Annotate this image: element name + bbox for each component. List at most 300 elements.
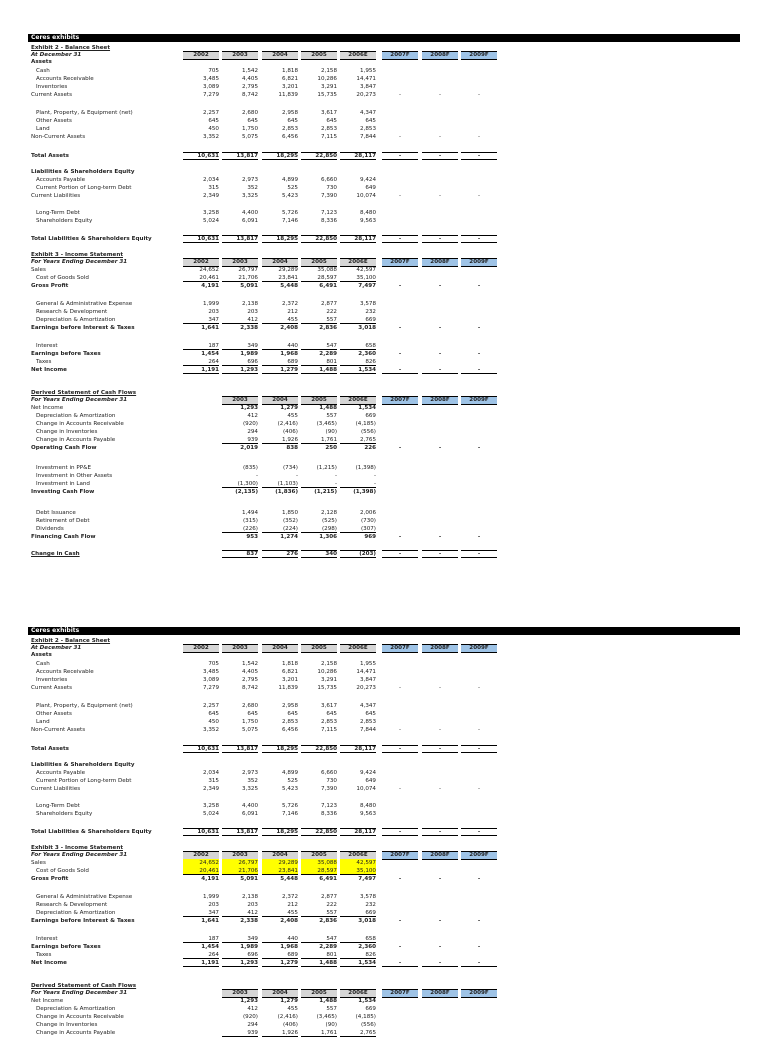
is-ebt-value: 2,289 — [319, 944, 337, 950]
bs-nca-value: 3,352 — [202, 727, 219, 733]
cf-cinv-value: (90) — [325, 1022, 337, 1028]
year-header-2003: 2003 — [222, 396, 258, 405]
bs-nca-forecast: - — [398, 134, 402, 140]
bs-oa-value: 645 — [247, 711, 258, 717]
bs-tlse-row — [0, 235, 768, 243]
year-header-2008F: 2008F — [422, 644, 458, 653]
bs-ap-row — [0, 769, 768, 777]
bs-tlse-value: 13,817 — [222, 235, 258, 243]
is-gp-value: 7,497 — [358, 283, 376, 289]
bs-ltd-value: 7,123 — [320, 803, 337, 809]
cf-div-value: (226) — [222, 525, 258, 533]
bs-tlse-label: Total Liabilities & Shareholders Equity — [31, 236, 152, 242]
bs-inv-value: 3,291 — [320, 84, 337, 90]
bs-ar-value: 3,485 — [202, 76, 219, 82]
year-header-2007F: 2007F — [382, 51, 418, 60]
is-int-value: 349 — [222, 342, 258, 350]
bs-ap-value: 9,424 — [359, 177, 376, 183]
is-ebt-value: 1,989 — [240, 944, 258, 950]
bs-land-value: 450 — [208, 719, 219, 725]
is-ebt-forecast: - — [398, 351, 402, 357]
is-da-row — [0, 909, 768, 917]
bs-se-row — [0, 810, 768, 818]
is-header — [0, 851, 768, 859]
is-da-row — [0, 316, 768, 324]
cf-car-value: (4,185) — [355, 421, 376, 427]
bs-sub-label: At December 31 — [31, 52, 82, 58]
is-gp-value: 7,497 — [358, 876, 376, 882]
bs-nca-value: 7,844 — [359, 134, 376, 140]
is-ebit-forecast: - — [438, 918, 442, 924]
is-ebt-forecast: - — [477, 351, 481, 357]
bs-ar-value: 4,405 — [241, 669, 258, 675]
cf-ippe-row — [0, 464, 768, 472]
is-ga-value: 2,877 — [320, 894, 337, 900]
bs-ta-value: 18,295 — [262, 152, 298, 160]
is-ga-row — [0, 893, 768, 901]
is-sales-value: 24,652 — [199, 267, 219, 273]
cf-title-label: Derived Statement of Cash Flows — [31, 390, 137, 396]
cf-ocf-forecast: - — [477, 445, 481, 451]
bs-tlse-value: 18,295 — [262, 235, 298, 243]
is-ebit-forecast: - — [438, 325, 442, 331]
bs-oa-value: 645 — [365, 711, 376, 717]
year-header-2009F: 2009F — [461, 51, 497, 60]
is-ebit-value: 1,641 — [201, 918, 219, 924]
is-rd-label: Research & Development — [36, 902, 108, 908]
bs-oa-value: 645 — [287, 118, 298, 124]
cf-da-value: 557 — [326, 413, 337, 419]
bs-inv-row — [0, 676, 768, 684]
bs-nca-row — [0, 133, 768, 141]
bs-cl-forecast: - — [438, 786, 442, 792]
is-ebit-forecast: - — [398, 918, 402, 924]
bs-cpltd-value: 525 — [287, 778, 298, 784]
cf-iland-value: (1,300) — [222, 480, 258, 488]
is-da-value: 347 — [183, 909, 219, 917]
is-da-value: 347 — [183, 316, 219, 324]
cf-debt-value: 1,494 — [241, 510, 258, 516]
cf-cinv-value: (406) — [282, 429, 298, 435]
bs-ta-value: 13,817 — [222, 745, 258, 753]
bs-land-value: 1,750 — [241, 126, 258, 132]
is-ni-value: 1,488 — [301, 366, 337, 374]
is-gp-forecast: - — [477, 283, 481, 289]
bs-ppe-value: 2,257 — [202, 703, 219, 709]
is-ebt-value: 1,968 — [280, 944, 298, 950]
bs-nca-value: 3,352 — [202, 134, 219, 140]
is-ebit-forecast: - — [398, 325, 402, 331]
cf-chg-value: 837 — [222, 550, 258, 558]
bs-inv-value: 2,795 — [241, 677, 258, 683]
bs-ltd-value: 8,480 — [359, 210, 376, 216]
is-gp-forecast: - — [438, 876, 442, 882]
is-ni-value: 1,534 — [340, 959, 376, 967]
bs-ca-forecast: - — [398, 92, 402, 98]
cf-da-row — [0, 412, 768, 420]
bs-ar-value: 6,821 — [281, 76, 298, 82]
bs-ta-row — [0, 745, 768, 753]
bs-se-value: 7,146 — [281, 811, 298, 817]
bs-ltd-row — [0, 802, 768, 810]
bs-cash-row — [0, 67, 768, 75]
bs-land-label: Land — [36, 126, 50, 132]
bs-cl-value: 10,074 — [356, 193, 376, 199]
bs-cpltd-value: 315 — [208, 778, 219, 784]
is-int-value: 440 — [262, 342, 298, 350]
cf-chg-forecast: - — [461, 550, 497, 558]
year-header-2003: 2003 — [222, 644, 258, 653]
year-header-2004: 2004 — [262, 396, 298, 405]
cf-div-label: Dividends — [36, 526, 64, 532]
is-ebt-row — [0, 943, 768, 951]
cf-cinv-value: (406) — [282, 1022, 298, 1028]
cf-da-value: 455 — [287, 1006, 298, 1012]
is-ebt-row — [0, 350, 768, 358]
bs-ar-value: 14,471 — [356, 76, 376, 82]
bs-cl-row — [0, 785, 768, 793]
bs-ap-value: 6,660 — [320, 770, 337, 776]
cf-cap-value: 2,765 — [340, 1029, 376, 1037]
cf-fcf-value: 1,274 — [280, 534, 298, 540]
cf-ocf-value: 250 — [325, 445, 337, 451]
bs-ta-value: 18,295 — [262, 745, 298, 753]
year-header-2007F: 2007F — [382, 396, 418, 405]
cf-ocf-row — [0, 444, 768, 452]
is-ebit-value: 1,641 — [201, 325, 219, 331]
is-tax-label: Taxes — [36, 359, 52, 365]
bs-land-value: 2,853 — [359, 126, 376, 132]
cf-ocf-forecast: - — [398, 445, 402, 451]
cf-cinv-value: (556) — [360, 429, 376, 435]
is-tax-value: 826 — [340, 951, 376, 959]
cf-div-value: (307) — [340, 525, 376, 533]
year-header-2003: 2003 — [222, 989, 258, 998]
year-header-2006E: 2006E — [340, 851, 376, 860]
bs-cash-value: 1,818 — [281, 68, 298, 74]
bs-cl-label: Current Liabilities — [31, 786, 81, 792]
bs-nca-row — [0, 726, 768, 734]
is-cogs-value: 23,841 — [262, 867, 298, 875]
bs-tlse-value: 13,817 — [222, 828, 258, 836]
is-ebt-value: 1,968 — [280, 351, 298, 357]
is-sales-value: 24,652 — [183, 859, 219, 867]
is-int-value: 547 — [301, 935, 337, 943]
year-header-2008F: 2008F — [422, 396, 458, 405]
bs-nca-forecast: - — [477, 134, 481, 140]
cf-ioa-row — [0, 472, 768, 480]
bs-ppe-value: 4,347 — [359, 703, 376, 709]
cf-icf-value: (1,398) — [353, 489, 376, 495]
is-header — [0, 258, 768, 266]
cf-ret-value: (315) — [242, 518, 258, 524]
bs-cl-value: 10,074 — [356, 786, 376, 792]
is-da-value: 669 — [340, 316, 376, 324]
cf-ippe-value: (835) — [242, 465, 258, 471]
is-sales-value: 42,597 — [356, 267, 376, 273]
year-header-2008F: 2008F — [422, 851, 458, 860]
bs-ca-forecast: - — [477, 685, 481, 691]
year-header-2009F: 2009F — [461, 989, 497, 998]
bs-ta-forecast: - — [382, 745, 418, 753]
is-gp-forecast: - — [438, 283, 442, 289]
bs-ca-value: 20,273 — [356, 92, 376, 98]
bs-cl-value: 7,390 — [320, 786, 337, 792]
bs-oa-value: 645 — [247, 118, 258, 124]
is-rd-value: 232 — [365, 309, 376, 315]
is-cogs-value: 23,841 — [262, 274, 298, 282]
bs-nca-forecast: - — [438, 727, 442, 733]
is-da-value: 455 — [262, 316, 298, 324]
is-tax-value: 826 — [340, 358, 376, 366]
bs-oa-value: 645 — [287, 711, 298, 717]
is-int-row — [0, 935, 768, 943]
bs-ta-value: 13,817 — [222, 152, 258, 160]
year-header-2004: 2004 — [262, 851, 298, 860]
bs-cl-value: 7,390 — [320, 193, 337, 199]
cf-ippe-value: (734) — [282, 465, 298, 471]
is-ni-value: 1,293 — [222, 959, 258, 967]
year-header-2003: 2003 — [222, 51, 258, 60]
bs-lse-row — [0, 168, 768, 176]
is-gp-value: 6,491 — [319, 283, 337, 289]
is-gp-value: 6,491 — [319, 876, 337, 882]
cf-chg-value: 276 — [262, 550, 298, 558]
is-tax-label: Taxes — [36, 952, 52, 958]
bs-nca-label: Non-Current Assets — [31, 134, 86, 140]
bs-ta-value: 22,850 — [301, 745, 337, 753]
bs-land-value: 2,853 — [320, 126, 337, 132]
bs-ap-value: 6,660 — [320, 177, 337, 183]
bs-cpltd-row — [0, 777, 768, 785]
bs-assets-row — [0, 651, 768, 659]
is-ebit-forecast: - — [477, 918, 481, 924]
year-header-2002: 2002 — [183, 51, 219, 60]
is-sales-value: 35,088 — [317, 267, 337, 273]
bs-se-value: 8,336 — [320, 811, 337, 817]
cf-fcf-value: 1,306 — [319, 534, 337, 540]
cf-cinv-value: 294 — [247, 429, 258, 435]
is-cogs-row — [0, 867, 768, 875]
year-header-2007F: 2007F — [382, 258, 418, 267]
year-header-2007F: 2007F — [382, 644, 418, 653]
bs-ta-forecast: - — [461, 745, 497, 753]
year-header-2005: 2005 — [301, 396, 337, 405]
is-ebit-value: 2,836 — [319, 918, 337, 924]
bs-inv-value: 2,795 — [241, 84, 258, 90]
is-da-value: 669 — [340, 909, 376, 917]
bs-cash-value: 705 — [208, 68, 219, 74]
cf-header — [0, 396, 768, 404]
is-ga-row — [0, 300, 768, 308]
bs-assets-label: Assets — [31, 652, 52, 658]
bs-lse-label: Liabilities & Shareholders Equity — [31, 169, 135, 175]
is-ni-forecast: - — [461, 959, 497, 967]
bs-ta-value: 10,631 — [183, 745, 219, 753]
bs-ca-value: 20,273 — [356, 685, 376, 691]
bs-nca-value: 7,844 — [359, 727, 376, 733]
bs-tlse-row — [0, 828, 768, 836]
year-header-2002: 2002 — [183, 258, 219, 267]
cf-car-label: Change in Accounts Receivable — [36, 421, 124, 427]
is-tax-value: 801 — [301, 358, 337, 366]
bs-cash-value: 1,818 — [281, 661, 298, 667]
is-sales-value: 29,289 — [262, 859, 298, 867]
is-sales-value: 42,597 — [340, 859, 376, 867]
bs-ppe-row — [0, 702, 768, 710]
is-cogs-value: 35,100 — [340, 274, 376, 282]
bs-cl-forecast: - — [398, 786, 402, 792]
bs-inv-value: 3,847 — [359, 84, 376, 90]
year-header-2008F: 2008F — [422, 989, 458, 998]
is-ga-value: 2,372 — [281, 301, 298, 307]
bs-tlse-value: 28,117 — [340, 828, 376, 836]
is-ni-row — [0, 366, 768, 374]
bs-oa-value: 645 — [208, 711, 219, 717]
bs-sub-label: At December 31 — [31, 645, 82, 651]
cf-ocf-value: 838 — [286, 445, 298, 451]
bs-ar-value: 10,286 — [317, 669, 337, 675]
is-tax-value: 696 — [222, 358, 258, 366]
cf-ocf-label: Operating Cash Flow — [31, 445, 97, 451]
year-header-2006E: 2006E — [340, 396, 376, 405]
bs-se-value: 9,563 — [359, 811, 376, 817]
bs-se-value: 6,091 — [241, 218, 258, 224]
bs-ca-value: 15,735 — [317, 92, 337, 98]
bs-nca-forecast: - — [477, 727, 481, 733]
bs-ar-value: 10,286 — [317, 76, 337, 82]
bs-inv-value: 3,291 — [320, 677, 337, 683]
cf-iland-value: - — [340, 480, 376, 488]
bs-tlse-value: 28,117 — [340, 235, 376, 243]
is-rd-value: 203 — [208, 309, 219, 315]
bs-ca-value: 7,279 — [202, 92, 219, 98]
bs-ca-label: Current Assets — [31, 92, 72, 98]
is-ga-label: General & Administrative Expense — [36, 894, 133, 900]
cf-cinv-label: Change in Inventories — [36, 429, 98, 435]
bs-title-label: Exhibit 2 - Balance Sheet — [31, 638, 111, 644]
is-da-value: 557 — [301, 316, 337, 324]
bs-ltd-label: Long-Term Debt — [36, 210, 80, 216]
cf-ni-value: 1,488 — [319, 405, 337, 411]
bs-ca-value: 8,742 — [241, 685, 258, 691]
year-header-2008F: 2008F — [422, 51, 458, 60]
bs-ar-label: Accounts Receivable — [36, 76, 94, 82]
is-gp-row — [0, 875, 768, 883]
year-header-2005: 2005 — [301, 51, 337, 60]
is-ebt-value: 2,289 — [319, 351, 337, 357]
bs-ltd-value: 3,258 — [202, 210, 219, 216]
bs-ca-value: 15,735 — [317, 685, 337, 691]
cf-ippe-label: Investment in PP&E — [36, 465, 91, 471]
bs-ca-value: 8,742 — [241, 92, 258, 98]
bs-cash-value: 1,955 — [359, 661, 376, 667]
is-rd-value: 212 — [287, 902, 298, 908]
bs-ta-forecast: - — [382, 152, 418, 160]
bs-cash-value: 2,158 — [320, 68, 337, 74]
cf-da-value: 669 — [365, 1006, 376, 1012]
bs-ap-row — [0, 176, 768, 184]
year-header-2008F: 2008F — [422, 258, 458, 267]
cf-chg-row — [0, 550, 768, 558]
bs-se-value: 5,024 — [202, 811, 219, 817]
is-sales-value: 26,797 — [222, 859, 258, 867]
cf-icf-label: Investing Cash Flow — [31, 489, 95, 495]
cf-ni-value: 1,293 — [240, 405, 258, 411]
is-rd-row — [0, 901, 768, 909]
is-ebit-value: 2,836 — [319, 325, 337, 331]
cf-ni-value: 1,488 — [319, 998, 337, 1004]
bs-land-value: 450 — [208, 126, 219, 132]
is-ebt-label: Earnings before Taxes — [31, 944, 101, 950]
is-ni-row — [0, 959, 768, 967]
year-header-2007F: 2007F — [382, 851, 418, 860]
cf-ioa-value: - — [295, 473, 298, 479]
is-int-value: 440 — [262, 935, 298, 943]
bs-ta-forecast: - — [422, 152, 458, 160]
bs-ca-forecast: - — [438, 685, 442, 691]
bs-tlse-value: 22,850 — [301, 235, 337, 243]
is-ebit-value: 2,338 — [240, 325, 258, 331]
bs-cpltd-row — [0, 184, 768, 192]
is-int-value: 187 — [183, 935, 219, 943]
is-cogs-label: Cost of Goods Sold — [36, 275, 89, 281]
is-ni-forecast: - — [422, 959, 458, 967]
cf-title-label: Derived Statement of Cash Flows — [31, 983, 137, 989]
is-tax-value: 689 — [262, 951, 298, 959]
is-ni-label: Net Income — [31, 960, 67, 966]
cf-da-row — [0, 1005, 768, 1013]
bs-se-value: 9,563 — [359, 218, 376, 224]
cf-header — [0, 989, 768, 997]
is-rd-value: 203 — [247, 309, 258, 315]
bs-se-row — [0, 217, 768, 225]
is-ga-value: 3,578 — [359, 301, 376, 307]
cf-fcf-value: 953 — [246, 534, 258, 540]
bs-cl-value: 2,349 — [202, 786, 219, 792]
bs-ltd-value: 7,123 — [320, 210, 337, 216]
cf-car-row — [0, 420, 768, 428]
bs-land-value: 2,853 — [281, 719, 298, 725]
bs-ltd-value: 4,400 — [241, 210, 258, 216]
cf-cap-label: Change in Accounts Payable — [36, 437, 116, 443]
is-cogs-value: 21,706 — [222, 867, 258, 875]
cf-car-row — [0, 1013, 768, 1021]
cf-fcf-value: 969 — [364, 534, 376, 540]
bs-cl-row — [0, 192, 768, 200]
is-tax-value: 264 — [183, 951, 219, 959]
bs-cpltd-label: Current Portion of Long-term Debt — [36, 778, 132, 784]
cf-da-label: Depreciation & Amortization — [36, 413, 116, 419]
is-ni-value: 1,279 — [262, 959, 298, 967]
bs-nca-value: 6,456 — [281, 134, 298, 140]
bs-ta-forecast: - — [461, 152, 497, 160]
cf-ioa-label: Investment in Other Assets — [36, 473, 113, 479]
cf-cap-value: 1,761 — [301, 436, 337, 444]
is-ni-forecast: - — [422, 366, 458, 374]
bs-cpltd-value: 352 — [247, 185, 258, 191]
cf-ocf-value: 2,019 — [240, 445, 258, 451]
cf-car-value: (920) — [242, 421, 258, 427]
cf-icf-value: (1,215) — [314, 489, 337, 495]
bs-title-label: Exhibit 2 - Balance Sheet — [31, 45, 111, 51]
is-da-label: Depreciation & Amortization — [36, 317, 116, 323]
bs-inv-value: 3,201 — [281, 84, 298, 90]
bs-nca-forecast: - — [398, 727, 402, 733]
cf-sub-label: For Years Ending December 31 — [31, 397, 128, 403]
year-header-2006E: 2006E — [340, 258, 376, 267]
is-cogs-value: 21,706 — [222, 274, 258, 282]
